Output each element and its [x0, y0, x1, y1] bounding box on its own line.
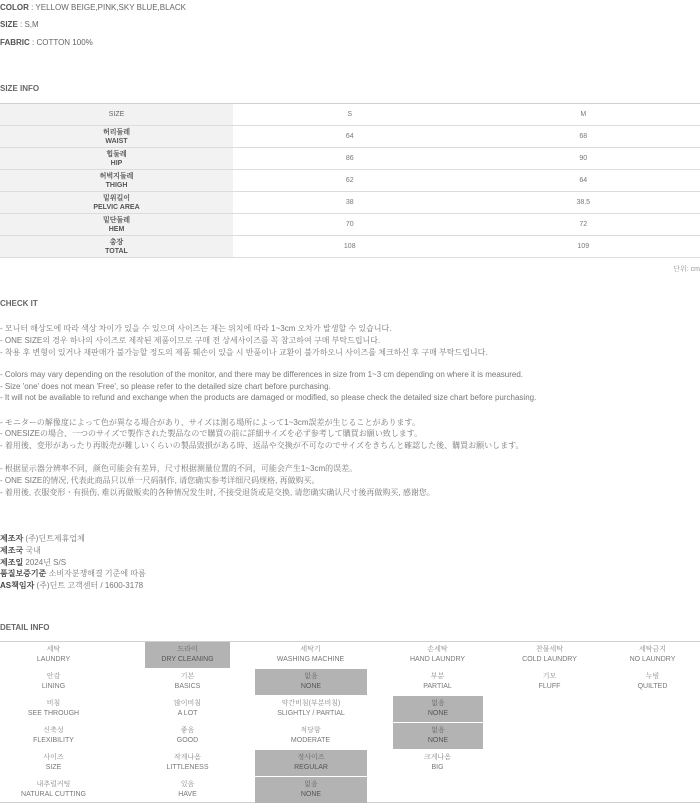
- size-info-title: SIZE INFO: [0, 84, 40, 93]
- measure-ko: 허벅지둘레: [99, 172, 134, 180]
- cell-ko: 기본: [180, 673, 195, 680]
- fabric-line: [0, 38, 93, 47]
- cell-en: NONE: [427, 710, 449, 717]
- cell-ko: 작게나옴: [173, 754, 202, 761]
- detail-cell-size: [11, 750, 96, 776]
- size-s-value: 108: [233, 236, 467, 258]
- detail-cell-dry-cleaning: [145, 642, 230, 668]
- size-table-header: [0, 104, 700, 126]
- measure-ko: 밑위길이: [102, 194, 131, 202]
- size-m-value: 68: [467, 126, 700, 148]
- detail-cell-hand-laundry: [395, 642, 480, 668]
- check-line: - ONE SIZE的情况, 代表此商品只以单一尺码制作, 请您确实参考详细尺码规格, 再做购买。: [0, 476, 320, 485]
- cell-en: NO LAUNDRY: [629, 656, 676, 663]
- cell-ko: 없음: [431, 727, 445, 734]
- unit-label: 단위: cm: [673, 266, 700, 273]
- cell-en: A LOT: [177, 710, 198, 717]
- warranty-value: 소비자분쟁해결 기준에 따름: [46, 569, 146, 578]
- check-line: - 着用後, 衣服变形ㆍ有损伤, 难以再做贩卖的各种情况发生时, 不接受退货或是交换, 请您确实确认尺寸後再做购买, 感谢您。: [0, 488, 435, 497]
- cell-ko: 비침: [46, 700, 61, 707]
- size-s-value: 70: [233, 214, 467, 236]
- cell-en: COLD LAUNDRY: [522, 656, 577, 663]
- cell-ko: 크게나옴: [423, 754, 452, 761]
- cell-en: FLUFF: [538, 683, 561, 690]
- size-m-value: 109: [467, 236, 700, 258]
- cell-ko: 안감: [46, 673, 61, 680]
- color-label: COLOR: [0, 3, 29, 12]
- cell-ko: 손세탁: [427, 646, 448, 653]
- cell-ko: 사이즈: [43, 754, 64, 761]
- country-label: 제조국: [0, 546, 24, 555]
- country-line: [0, 545, 41, 556]
- table-row: [0, 126, 700, 148]
- cell-ko: 없음: [304, 673, 318, 680]
- cell-en: HAVE: [178, 791, 197, 798]
- fabric-label: FABRIC: [0, 38, 30, 47]
- cell-en: LITTLENESS: [166, 764, 209, 771]
- check-line: - 모니터 해상도에 따라 색상 차이가 있을 수 있으며 사이즈는 재는 위치에 따라 1~3cm 오차가 발생할 수 있습니다.: [0, 324, 392, 333]
- check-line: - Size 'one' does not mean 'Free', so please refer to the detailed size chart before purchasing.: [0, 382, 331, 391]
- detail-cell-quilted: [610, 669, 695, 695]
- size-value: : S,M: [17, 20, 39, 29]
- detail-cell-fluff: [507, 669, 592, 695]
- detail-info-title: DETAIL INFO: [0, 623, 50, 632]
- check-line: - 着用後、変形があったり再販売が難しいくらいの製品毀損がある時、返品や交換が不可なのでサイズをきちんと確認した後、購買お願いします。: [0, 441, 524, 450]
- check-line: - It will not be available to refund and exchange when the products are damaged or modified, so please check the detailed size chart before purchasing.: [0, 393, 537, 402]
- detail-cell-a-lot: [145, 696, 230, 722]
- size-header-s: S: [233, 104, 467, 126]
- detail-cell-see-through-none: [393, 696, 483, 722]
- measure-ko: 힙둘레: [106, 150, 127, 158]
- size-m-value: 72: [467, 214, 700, 236]
- detail-cell-regular: [255, 750, 367, 776]
- size-s-value: 62: [233, 170, 467, 192]
- cell-en: NONE: [427, 737, 449, 744]
- measure-ko: 밑단둘레: [102, 216, 131, 224]
- measure-label: [0, 214, 233, 236]
- as-line: [0, 580, 143, 591]
- check-it-title: CHECK IT: [0, 299, 38, 308]
- check-line: - モニターの解像度によって色が異なる場合があり、サイズは測る場所によって1~3cm誤差が生じることがあります。: [0, 418, 420, 427]
- cell-ko: 신축성: [43, 727, 64, 734]
- cell-en: LINING: [41, 683, 66, 690]
- measure-label: [0, 148, 233, 170]
- cell-en: SEE THROUGH: [27, 710, 80, 717]
- date-label: 제조일: [0, 558, 24, 567]
- detail-cell-littleness: [145, 750, 230, 776]
- maker-value: (주)딘트제휴업체: [23, 534, 85, 543]
- measure-en: TOTAL: [105, 247, 128, 255]
- cell-ko: 많이비침: [173, 700, 202, 707]
- cell-ko: 약간비침(부분비침): [281, 700, 341, 707]
- fabric-value: : COTTON 100%: [29, 38, 93, 47]
- maker-label: 제조자: [0, 534, 24, 543]
- measure-label: [0, 170, 233, 192]
- maker-line: [0, 533, 85, 544]
- check-line: - Colors may vary depending on the resolution of the monitor, and there may be differences in size from 1~3 cm depending on where it is measured.: [0, 370, 524, 379]
- cell-en: REGULAR: [294, 764, 328, 771]
- date-value: 2024년 S/S: [23, 558, 67, 567]
- cell-en: HAND LAUNDRY: [409, 656, 466, 663]
- cell-en: PARTIAL: [423, 683, 452, 690]
- cell-en: BIG: [431, 764, 444, 771]
- as-value: (주)딘트 고객센터 / 1600-3178: [34, 581, 144, 590]
- cell-ko: 찬물세탁: [535, 646, 564, 653]
- cell-ko: 없음: [431, 700, 445, 707]
- detail-cell-have: [145, 777, 230, 803]
- cell-en: GOOD: [176, 737, 199, 744]
- check-line: - ONESIZEの場合、一つのサイズで製作された製品なので購買の前に詳細サイズを必ず参考して購買お願い致します。: [0, 429, 423, 438]
- measure-label: [0, 126, 233, 148]
- cell-en: LAUNDRY: [36, 656, 71, 663]
- measure-ko: 총장: [109, 238, 124, 246]
- detail-cell-basics: [145, 669, 230, 695]
- cell-ko: 정사이즈: [297, 754, 325, 761]
- cell-ko: 없음: [304, 781, 318, 788]
- detail-cell-big: [395, 750, 480, 776]
- warranty-label: 품질보증기준: [0, 569, 47, 578]
- cell-en: MODERATE: [290, 737, 331, 744]
- cell-ko: 부분: [430, 673, 445, 680]
- check-line: - ONE SIZE의 경우 하나의 사이즈로 제작된 제품이므로 구매 전 상세사이즈를 꼭 참고하여 구매 부탁드립니다.: [0, 336, 381, 345]
- measure-en: PELVIC AREA: [93, 203, 140, 211]
- measure-en: THIGH: [105, 181, 128, 189]
- detail-cell-natural-cutting: [11, 777, 96, 803]
- table-row: [0, 192, 700, 214]
- cell-en: WASHING MACHINE: [276, 656, 345, 663]
- detail-cell-laundry: [11, 642, 96, 668]
- measure-en: HIP: [110, 159, 123, 167]
- check-line: - 착용 후 변형이 있거나 재판매가 불가능할 정도의 제품 훼손이 있을 시 반품이나 교환이 불가하오니 사이즈를 체크하신 후 구매 부탁드립니다.: [0, 348, 488, 357]
- detail-cell-moderate: [268, 723, 353, 749]
- detail-cell-flexibility-none: [393, 723, 483, 749]
- detail-cell-cold-laundry: [507, 642, 592, 668]
- warranty-line: [0, 568, 146, 579]
- as-label: AS책임자: [0, 581, 35, 590]
- cell-ko: 세탁: [46, 646, 61, 653]
- cell-en: NONE: [300, 791, 322, 798]
- cell-ko: 있음: [180, 781, 195, 788]
- size-s-value: 86: [233, 148, 467, 170]
- cell-en: QUILTED: [637, 683, 668, 690]
- cell-en: NONE: [300, 683, 322, 690]
- detail-cell-washing-machine: [268, 642, 353, 668]
- size-m-value: 90: [467, 148, 700, 170]
- color-value: : YELLOW BEIGE,PINK,SKY BLUE,BLACK: [28, 3, 186, 12]
- detail-cell-partial: [395, 669, 480, 695]
- measure-label: [0, 236, 233, 258]
- table-row: [0, 148, 700, 170]
- size-m-value: 38.5: [467, 192, 700, 214]
- table-row: [0, 170, 700, 192]
- cell-ko: 좋음: [180, 727, 195, 734]
- cell-ko: 세탁금지: [638, 646, 667, 653]
- cell-en: SIZE: [45, 764, 62, 771]
- cell-ko: 누빔: [645, 673, 660, 680]
- size-header-label: SIZE: [0, 104, 233, 126]
- measure-en: HEM: [108, 225, 125, 233]
- detail-cell-cutting-none: [255, 777, 367, 803]
- table-row: [0, 214, 700, 236]
- cell-en: BASICS: [174, 683, 201, 690]
- detail-cell-lining-none: [255, 669, 367, 695]
- check-line: - 根据显示器分辨率不同，颜色可能会有差异，尺寸根据测量位置的不同，可能会产生1~3cm的误差。: [0, 464, 358, 473]
- size-header-m: M: [467, 104, 700, 126]
- measure-ko: 허리둘레: [102, 128, 131, 136]
- date-line: [0, 557, 66, 568]
- cell-ko: 드라이: [177, 646, 198, 653]
- size-line: [0, 20, 39, 29]
- detail-cell-flexibility: [11, 723, 96, 749]
- cell-ko: 적당함: [300, 727, 321, 734]
- size-s-value: 64: [233, 126, 467, 148]
- size-m-value: 64: [467, 170, 700, 192]
- measure-label: [0, 192, 233, 214]
- detail-cell-no-laundry: [610, 642, 695, 668]
- table-row: [0, 236, 700, 258]
- detail-cell-slightly: [255, 696, 367, 722]
- size-table: [0, 103, 700, 258]
- measure-en: WAIST: [105, 137, 128, 145]
- size-label: SIZE: [0, 20, 18, 29]
- detail-cell-lining: [11, 669, 96, 695]
- cell-en: DRY CLEANING: [161, 656, 214, 663]
- detail-cell-good: [145, 723, 230, 749]
- detail-cell-see-through: [11, 696, 96, 722]
- cell-en: NATURAL CUTTING: [21, 791, 86, 798]
- cell-ko: 기모: [542, 673, 557, 680]
- cell-ko: 내추럴커팅: [36, 781, 71, 788]
- country-value: 국내: [23, 546, 41, 555]
- size-s-value: 38: [233, 192, 467, 214]
- color-line: [0, 3, 186, 12]
- detail-grid: [0, 641, 700, 803]
- cell-ko: 세탁기: [300, 646, 321, 653]
- cell-en: SLIGHTLY / PARTIAL: [277, 710, 345, 717]
- cell-en: FLEXIBILITY: [33, 737, 74, 744]
